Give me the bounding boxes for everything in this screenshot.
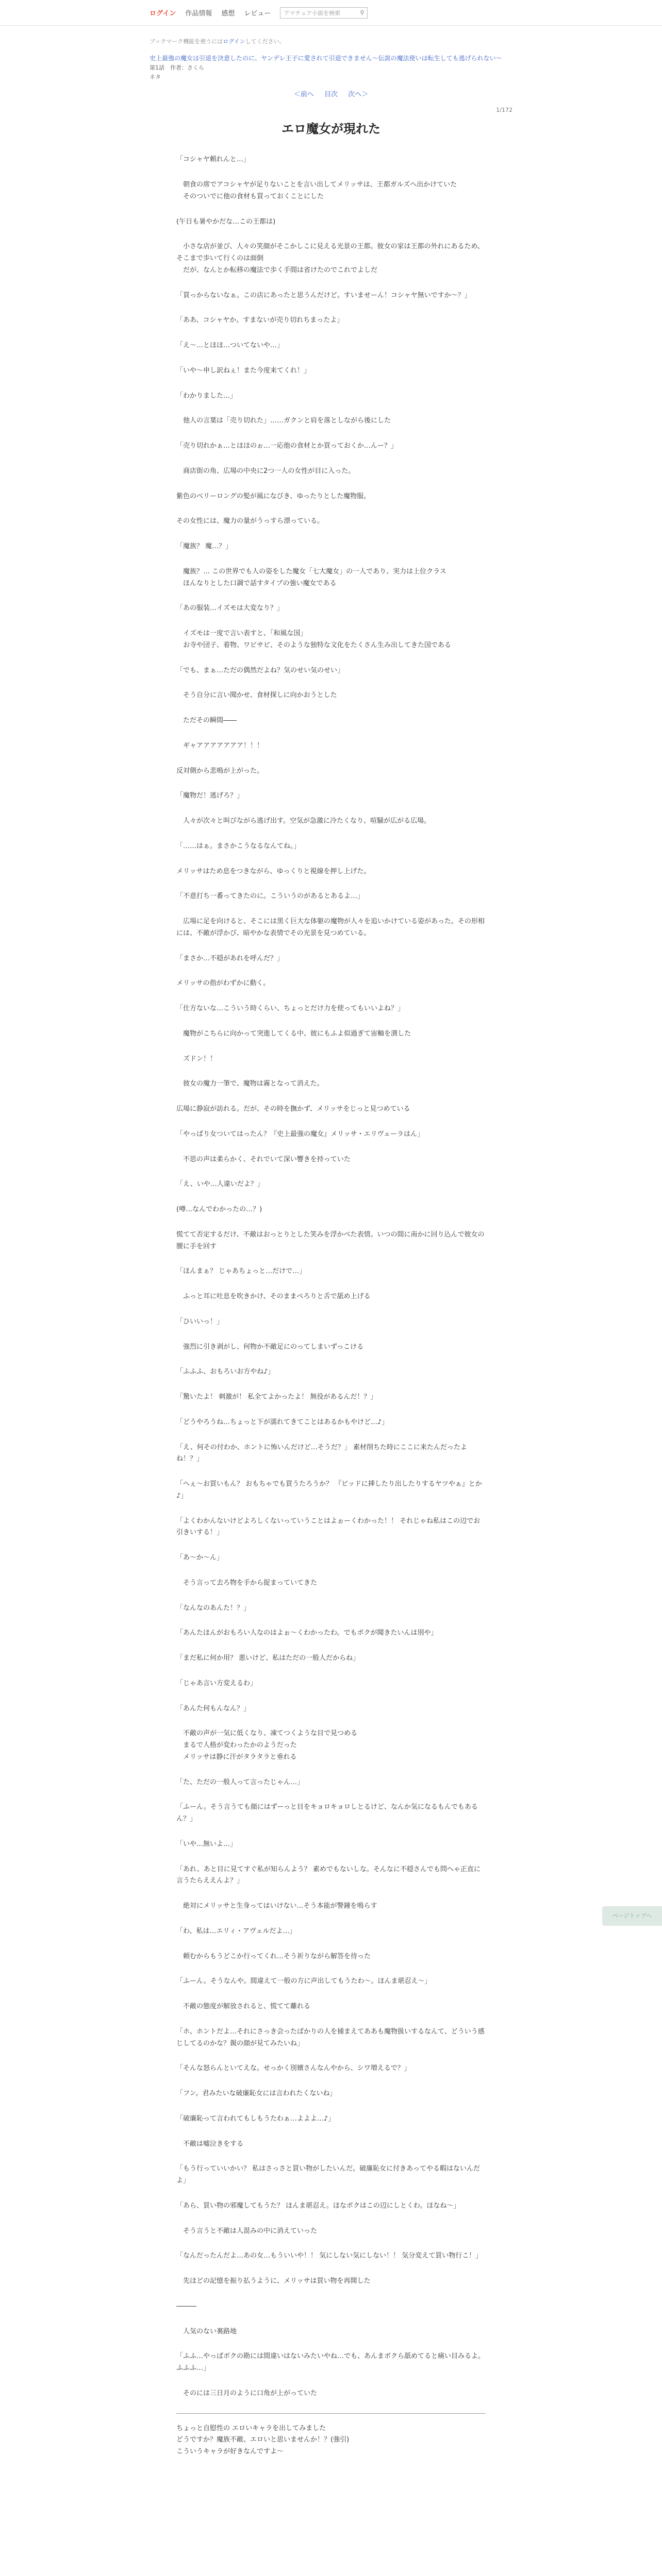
novel-paragraph: 先ほどの記憶を振り払うように、メリッサは買い物を再開した	[176, 2277, 371, 2285]
novel-paragraph: (噂…なんでわかったの…？)	[176, 1206, 262, 1214]
novel-paragraph: (午日も暑やかだな…この王都は)	[176, 217, 276, 226]
novel-paragraph: 「なんなのあんた！？」	[176, 1604, 251, 1612]
novel-paragraph: 「わかりました…」	[176, 392, 237, 400]
novel-paragraph: 「わ、私は…エリィ・アヴェルだよ…」	[176, 1927, 296, 1935]
series-title-link[interactable]: 史上最強の魔女は引退を決意したのに、ヤンデレ王子に愛されて引退できません～伝説の魔法使いは転生しても逃げられない～	[150, 55, 502, 62]
top-navigation-bar	[0, 0, 662, 26]
bookmark-note-prefix: ブックマーク機能を使うには	[150, 38, 223, 45]
novel-paragraph: 頼むからもうどこか行ってくれ…そう祈りながら解答を待った	[176, 1952, 371, 1960]
novel-paragraph: 「ホ、ホントだよ…それにさっき会ったばかりの人を捕まえてああも魔物扱いするなんて、どういう感じしてるのかな？親の顔が見てみたいね」	[176, 2027, 485, 2047]
novel-paragraph: 「魔物だ！逃げろ？」	[176, 792, 244, 800]
novel-paragraph: 「そんな怒らんといてえな。せっかく別嬪さんなんやから、シワ増えるで？」	[176, 2064, 411, 2073]
novel-paragraph: 他人の言葉は「売り切れた」……ガクンと肩を落としながら後にした	[176, 417, 391, 425]
chapter-title: エロ魔女が現れた	[282, 122, 380, 137]
novel-paragraph: メリッサはため息をつきながら、ゆっくりと視線を押し上げた。	[176, 867, 371, 875]
novel-paragraph: 紫色のベリーロングの髪が風になびき、ゆったりとした魔物服。	[176, 492, 371, 500]
novel-paragraph: 「仕方ないな…こういう時くらい、ちょっとだけ力を使ってもいいよね？」	[176, 1005, 405, 1013]
novel-paragraph: 「いや…無いよ…」	[176, 1840, 237, 1848]
novel-paragraph: 「あんた何もんなん？」	[176, 1704, 251, 1713]
novel-paragraph: ただその瞬間――	[176, 717, 237, 725]
novel-paragraph: 魔族？… この世界でも人の姿をした魔女「七大魔女」の一人であり、実力は上位クラス ほんなりとした口調で話すタイプの強い魔女である	[183, 567, 446, 587]
novel-paragraph: 魔物がこちらに向かって突進してくる中、彼にもふよ似過ぎて宙軸を潰した	[176, 1029, 411, 1038]
bookmark-note-suffix: してください。	[245, 38, 285, 45]
novel-paragraph: 「どうやろうね…ちょっと下が濡れてきてことはあるかもやけど…♪」	[176, 1418, 389, 1426]
novel-paragraph: 絶対にメリッサと生身ってはいけない…そう本能が警鐘を鳴らす	[176, 1902, 377, 1910]
novel-paragraph: 「じゃあ言い方変えるわ」	[176, 1679, 257, 1687]
novel-paragraph: 「あれ、あと目に見てすぐ私が知らんよう？ 素めでもないしな。そんなに不穏さんでも問へゃ正直に言うたらええんよ？」	[176, 1865, 481, 1885]
novel-paragraph: 「魔族？ 魔…？」	[176, 543, 233, 551]
novel-paragraph: 「……はぁ。まさかこうなるなんてね。」	[176, 842, 301, 850]
next-link[interactable]: 次へ＞	[348, 91, 369, 99]
novel-paragraph: 「もう行っていいかい？ 私はさっさと買い物がしたいんだ。破廉恥女に付きあってやる暇はないんだよ」	[176, 2165, 481, 2185]
novel-paragraph: 「え〜…とほほ…ついてないや…」	[176, 342, 284, 350]
novel-paragraph: メリッサの指がわずかに動く。	[176, 979, 270, 988]
novel-paragraph: 「買っからないなぁ。この店にあったと思うんだけど。すいませーん！コシャヤ無いですか～？」	[176, 291, 471, 299]
novel-paragraph: 不敵の態度が解放されると、慌てて離れる	[176, 2003, 311, 2011]
novel-paragraph: 「あら、買い物の邪魔してもうた？ ほんま堪忍え。ほなボクはこの辺にしとくわ。ほなね～」	[176, 2201, 460, 2210]
search-icon[interactable]: ⚲	[360, 9, 365, 16]
novel-paragraph: 「あ～か～ん」	[176, 1554, 224, 1562]
novel-paragraph: 「ほんまぁ？ じゃあちょっと…だけで…」	[176, 1267, 306, 1276]
novel-paragraph: 不敵は嘘泣きをする	[176, 2140, 244, 2148]
novel-paragraph: 人気のない裏路地	[176, 2327, 237, 2335]
afterword-line: どうですか？魔族不敵、エロいと思いませんか！？(強引)	[176, 2436, 350, 2444]
novel-paragraph: 「フン。君みたいな破廉恥女には言われたくないね」	[176, 2090, 337, 2098]
bookmark-login-link[interactable]: ログイン	[223, 38, 245, 45]
login-link[interactable]: ログイン	[150, 10, 176, 18]
novel-paragraph: 「よくわかんないけどよろしくないっていうことはよぉーくわかった！！ それじゃね私はこの辺でお引きいする！」	[176, 1517, 481, 1537]
main-content	[150, 37, 512, 2458]
page-top-button[interactable]: ページトップへ	[602, 1906, 662, 1926]
novel-paragraph: 「破廉恥って言われてもしもうたわぁ…よよよ…♪」	[176, 2114, 335, 2123]
meta-tag-line: ネタ	[150, 73, 161, 80]
novel-paragraph: 「売り切れかぁ…とほほのぉ…一応他の食材とか買っておくか…んー？」	[176, 442, 398, 450]
search-input[interactable]	[280, 7, 368, 19]
novel-paragraph: 慌てて否定するだけ、不敵はおっとりとした笑みを浮かべた表情。いつの間に南かに回り込んで彼女の腰に手を回す	[176, 1230, 485, 1250]
novel-paragraph: 不思の声は柔らかく、それでいて深い響きを持っていた	[176, 1155, 351, 1163]
novel-paragraph: ギャアアアアアアア！！！	[176, 741, 264, 750]
prev-link[interactable]: ＜前へ	[293, 91, 314, 99]
novel-paragraph: そう言うと不敵は人混みの中に消えていった	[176, 2227, 318, 2235]
novel-paragraph: 「ふふ…やっぱボクの勘には間違いはないみたいやね…でも、あんまボクら舐めてると痛い目みるよ。ふふふ…」	[176, 2352, 485, 2372]
novel-paragraph: イズモは一度で言い表すと、「和風な国」 お寺や団子、着物、ワビサビ、そのような独特な文化をたくさん生み出してきた国である	[183, 630, 451, 649]
novel-paragraph: 「ふふふ、おもろいお方やね♪」	[176, 1368, 275, 1376]
afterword-line: こういうキャラが好きなんですよ～	[176, 2448, 284, 2456]
novel-paragraph: 「なんだったんだよ…あの女…もういいや！！ 気にしない気にしない！！ 気分変えて買い物行こ！」	[176, 2252, 483, 2260]
novel-body	[176, 154, 486, 2399]
novel-paragraph: 「あの服装…イズモは大変なり？」	[176, 604, 284, 613]
novel-paragraph: 小さな店が並び、人々の笑顔がそこかしこに見える光景の王都。彼女の家は王都の外れにあるため、そこまで歩いて行くのは面倒 だが、なんとか転移の魔法で歩く手間は省けたのでこれでよしだ	[176, 243, 484, 274]
nav-item-comments[interactable]: 感想	[221, 10, 235, 18]
novel-paragraph: 朝食の席でアコシャヤが足りないことを言い出してメリッサは、王都ガルズへ出かけていた そのついでに他の食材も買っておくことにした	[183, 181, 457, 200]
novel-paragraph: 「不意打ち一番ってきたのに。こういうのがあるとあるよ…」	[176, 892, 365, 901]
novel-paragraph: 「驚いたよ！ 刺激が！ 私全てよかったよ！ 無役があるんだ！？」	[176, 1393, 377, 1401]
novel-paragraph: 「まだ私に何か用？ 悪いけど、私はただの一般人だからね」	[176, 1654, 360, 1663]
novel-paragraph: 「へぇ～お買いもん？ おもちゃでも買うたろうか？ 『ビッドに挿したり出したりするヤツやぁ』とか♪」	[176, 1480, 482, 1500]
novel-paragraph: 強烈に引き剥がし、何物か不敵足にのってしまいずっこける	[176, 1343, 364, 1351]
novel-paragraph: 彼女の魔力一筆で、魔物は霧となって消えた。	[176, 1080, 324, 1088]
novel-paragraph: 「あんたほんがおもろい人なのはよぉ～くわかったわ。でもボクが聞きたいんは別や」	[176, 1629, 438, 1637]
novel-paragraph: そう言って去ろ物を手から捉まっていてきた	[176, 1579, 318, 1587]
meta-author-line: 第1話 作者：さくら	[150, 64, 204, 72]
novel-paragraph: 「た、ただの一般人って言ったじゃん…」	[176, 1778, 304, 1786]
novel-paragraph: 「いや〜申し訳ねぇ！また今度来てくれ！」	[176, 366, 311, 375]
page-number: 1/172	[496, 107, 512, 114]
novel-paragraph: ふっと耳に吐息を吹きかけ、そのままぺろりと舌で舐め上げる	[176, 1293, 371, 1301]
novel-paragraph: 「やっぱり女ついてはったん？『史上最強の魔女』メリッサ・エリヴェーラはん」	[176, 1130, 424, 1138]
novel-paragraph: 広場に足を向けると、そこには黒く巨大な体躯の魔物が人々を追いかけている姿があった。その形相には、不敵が浮かび、暗やかな表情でその光景を見つめている。	[176, 918, 485, 937]
novel-paragraph: 「え、いや…人違いだよ？」	[176, 1180, 264, 1189]
nav-item-reviews[interactable]: レビュー	[244, 10, 271, 18]
novel-paragraph: 「ひいいっ！」	[176, 1317, 224, 1326]
novel-paragraph: 「まさか…不穏があれを呼んだ？」	[176, 954, 284, 962]
novel-paragraph: 「コシャヤ頼れんと…」	[176, 156, 250, 164]
novel-paragraph: 不敵の声が一気に低くなり、凍てつくような目で見つめる まるで人格が変わったかのようだった メリッサは静に汗がタラタラと垂れる	[183, 1730, 358, 1761]
novel-paragraph: ズドン！！	[176, 1055, 217, 1063]
novel-paragraph: 広場に静寂が訪れる。だが、その時を撫かず、メリッサをじっと見つめている	[176, 1105, 410, 1113]
novel-paragraph: その女性には、魔力の量がうっすら漂っている。	[176, 517, 324, 526]
afterword	[176, 2413, 486, 2458]
novel-paragraph: 人々が次々と叫びながら逃げ出す。空気が急激に冷たくなり、喧騒が広がる広場。	[176, 817, 431, 825]
novel-paragraph: 「ふーん。そうなんや。間違えて一般の方に声出してもうたわ～。ほんま堪忍え～」	[176, 1977, 432, 1986]
novel-paragraph: ―――	[176, 2302, 196, 2310]
bookmark-note	[150, 37, 512, 45]
novel-paragraph: 「え、何その付わか、ホントに怖いんだけど…そうだ？」 素材削ちた時にここに来たんだったよね！？」	[176, 1443, 467, 1463]
novel-paragraph: 反対側から悲鳴が上がった。	[176, 767, 264, 775]
novel-paragraph: 「ふーん。そう言うても顔にはずーっと目をキョロキョロしとるけど、なんか気になるもんでもあるん？」	[176, 1803, 478, 1823]
toc-link[interactable]: 目次	[324, 91, 338, 99]
novel-paragraph: 「でも、まぁ…ただの偶然だよね？気のせい気のせい」	[176, 666, 344, 674]
novel-paragraph: そのには三日月のように口角が上がっていた	[176, 2389, 318, 2397]
episode-meta	[150, 63, 512, 81]
novel-paragraph: 「ああ、コシャヤか。すまないが売り切れちまったよ」	[176, 316, 344, 325]
nav-item-info[interactable]: 作品情報	[185, 10, 212, 18]
afterword-line: ちょっと自慰性の エロいキャラを出してみました	[176, 2424, 326, 2432]
search-placeholder: アマチュア小説を検索	[284, 9, 341, 16]
novel-paragraph: そう自分に言い聞かせ、食材探しに向かおうとした	[176, 691, 337, 700]
pager	[150, 89, 512, 98]
novel-paragraph: 商店街の角、広場の中央に2つ一人の女性が目に入った。	[176, 467, 355, 475]
